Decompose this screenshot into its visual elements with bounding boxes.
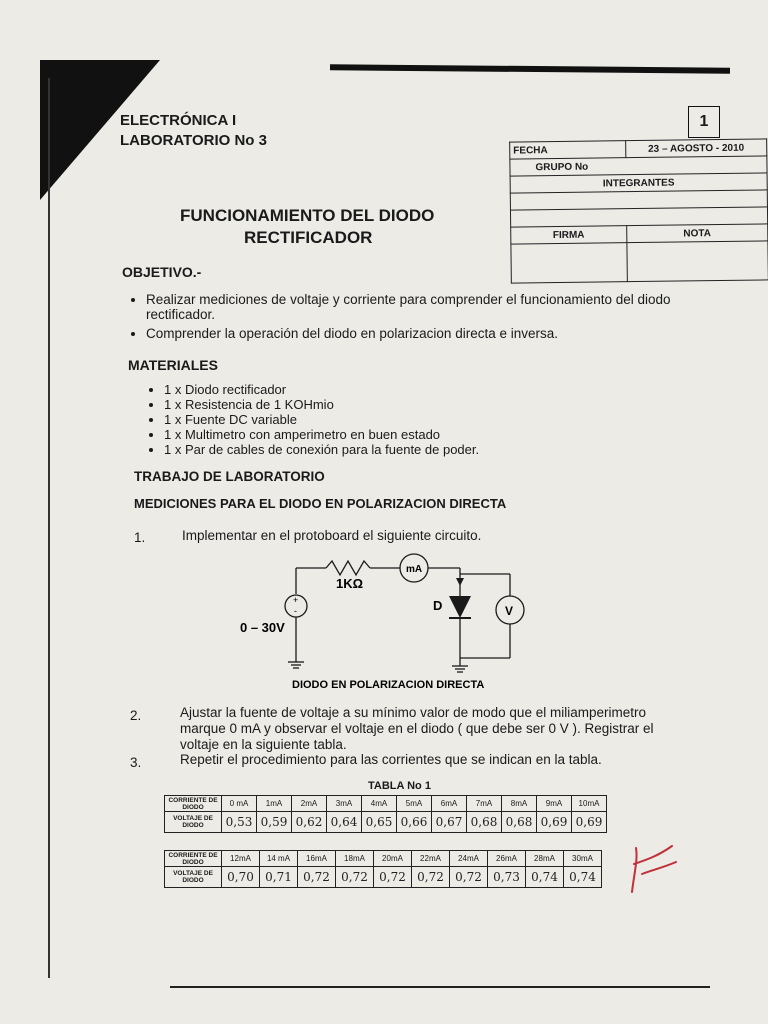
current-cell: 0 mA: [222, 796, 257, 812]
voltmeter-label: V: [505, 604, 514, 618]
voltage-cell: 0,72: [374, 867, 412, 888]
row-header-current: CORRIENTE DE DIODO: [165, 796, 222, 812]
data-table-part2: [164, 850, 602, 888]
ammeter-label: mA: [406, 564, 423, 575]
firma-label: FIRMA: [511, 226, 627, 244]
left-margin-line: [48, 78, 50, 978]
data-table-part1: [164, 795, 607, 833]
material-item: • 1 x Diodo rectificador: [164, 382, 479, 397]
step-number: 1.: [134, 530, 146, 545]
current-row: [165, 851, 602, 867]
page-number: 1: [688, 106, 720, 138]
current-cell: 16mA: [298, 851, 336, 867]
voltage-cell: 0,68: [467, 812, 502, 833]
current-cell: 28mA: [526, 851, 564, 867]
step-number: 3.: [130, 755, 142, 770]
step-text: Ajustar la fuente de voltaje a su mínimo valor de modo que el miliamperimetro marque 0 mA y observar el voltaje en el diodo ( que debe ser 0 V ). Registrar el voltaje en la siguiente tabla.: [180, 705, 654, 752]
current-row: [165, 796, 607, 812]
current-cell: 1mA: [257, 796, 292, 812]
current-cell: 8mA: [502, 796, 537, 812]
current-cell: 24mA: [450, 851, 488, 867]
voltage-cell: 0,66: [397, 812, 432, 833]
corner-mark: [40, 60, 160, 200]
fecha-value: 23 – AGOSTO - 2010: [625, 139, 766, 158]
voltage-cell: 0,64: [327, 812, 362, 833]
document-title-line1: FUNCIONAMIENTO DEL DIODO: [180, 206, 435, 225]
voltage-cell: 0,68: [502, 812, 537, 833]
info-box: [509, 138, 768, 283]
material-item: • 1 x Par de cables de conexión para la fuente de poder.: [164, 442, 479, 457]
voltage-row: [165, 812, 607, 833]
table-title: TABLA No 1: [368, 780, 431, 792]
current-cell: 5mA: [397, 796, 432, 812]
objetivo-item: • Comprender la operación del diodo en polarizacion directa e inversa.: [146, 326, 686, 341]
course-title: ELECTRÓNICA I: [120, 112, 237, 129]
mediciones-heading: MEDICIONES PARA EL DIODO EN POLARIZACION DIRECTA: [134, 496, 507, 511]
materiales-heading: MATERIALES: [128, 357, 218, 373]
resistor-label: 1KΩ: [336, 576, 364, 591]
current-cell: 4mA: [362, 796, 397, 812]
materiales-list: [142, 382, 479, 457]
nota-cell: [627, 241, 768, 282]
current-cell: 3mA: [327, 796, 362, 812]
voltage-cell: 0,65: [362, 812, 397, 833]
current-cell: 20mA: [374, 851, 412, 867]
objetivo-heading: OBJETIVO.-: [122, 264, 202, 280]
grupo-label: GRUPO No: [510, 156, 767, 176]
voltage-cell: 0,74: [526, 867, 564, 888]
voltage-cell: 0,67: [432, 812, 467, 833]
current-cell: 12mA: [222, 851, 260, 867]
step-number: 2.: [130, 708, 142, 723]
current-cell: 30mA: [564, 851, 602, 867]
source-label: 0 – 30V: [240, 620, 285, 635]
voltage-cell: 0,72: [298, 867, 336, 888]
source-minus: -: [294, 606, 297, 616]
top-rule: [330, 64, 730, 73]
integrantes-label: INTEGRANTES: [510, 173, 767, 193]
material-item: • 1 x Resistencia de 1 KOHmio: [164, 397, 479, 412]
row-header-voltage: VOLTAJE DE DIODO: [165, 867, 222, 888]
circuit-caption: DIODO EN POLARIZACION DIRECTA: [292, 679, 485, 691]
lab-title: LABORATORIO No 3: [120, 132, 267, 149]
voltage-cell: 0,62: [292, 812, 327, 833]
voltage-cell: 0,69: [537, 812, 572, 833]
current-cell: 7mA: [467, 796, 502, 812]
voltage-cell: 0,72: [336, 867, 374, 888]
circuit-diagram: [230, 548, 550, 694]
step-text: Repetir el procedimiento para las corrientes que se indican en la tabla.: [180, 752, 602, 767]
voltage-cell: 0,72: [450, 867, 488, 888]
row-header-current: CORRIENTE DE DIODO: [165, 851, 222, 867]
current-cell: 22mA: [412, 851, 450, 867]
step-text: Implementar en el protoboard el siguiente circuito.: [182, 528, 482, 543]
voltage-cell: 0,59: [257, 812, 292, 833]
resistor-symbol: [326, 561, 370, 575]
voltage-cell: 0,70: [222, 867, 260, 888]
current-cell: 10mA: [572, 796, 607, 812]
diode-symbol: [449, 596, 471, 618]
objetivo-item: • Realizar mediciones de voltaje y corriente para comprender el funcionamiento del diodo rectificador.: [146, 292, 686, 322]
bottom-rule: [170, 986, 710, 988]
diode-label: D: [433, 598, 443, 613]
current-cell: 26mA: [488, 851, 526, 867]
objetivo-list: [118, 292, 686, 345]
nota-label: NOTA: [626, 224, 767, 243]
current-cell: 6mA: [432, 796, 467, 812]
material-item: • 1 x Multimetro con amperimetro en buen estado: [164, 427, 479, 442]
current-cell: 14 mA: [260, 851, 298, 867]
voltage-cell: 0,53: [222, 812, 257, 833]
row-header-voltage: VOLTAJE DE DIODO: [165, 812, 222, 833]
trabajo-heading: TRABAJO DE LABORATORIO: [134, 469, 325, 484]
voltage-cell: 0,72: [412, 867, 450, 888]
signature-mark: [628, 840, 688, 900]
voltage-cell: 0,74: [564, 867, 602, 888]
voltage-cell: 0,69: [572, 812, 607, 833]
source-plus: +: [293, 595, 299, 605]
material-item: • 1 x Fuente DC variable: [164, 412, 479, 427]
voltage-row: [165, 867, 602, 888]
voltage-cell: 0,71: [260, 867, 298, 888]
fecha-label: FECHA: [510, 141, 626, 159]
document-title-line2: RECTIFICADOR: [244, 228, 373, 247]
voltage-cell: 0,73: [488, 867, 526, 888]
current-cell: 2mA: [292, 796, 327, 812]
current-cell: 9mA: [537, 796, 572, 812]
current-cell: 18mA: [336, 851, 374, 867]
firma-cell: [511, 243, 627, 283]
